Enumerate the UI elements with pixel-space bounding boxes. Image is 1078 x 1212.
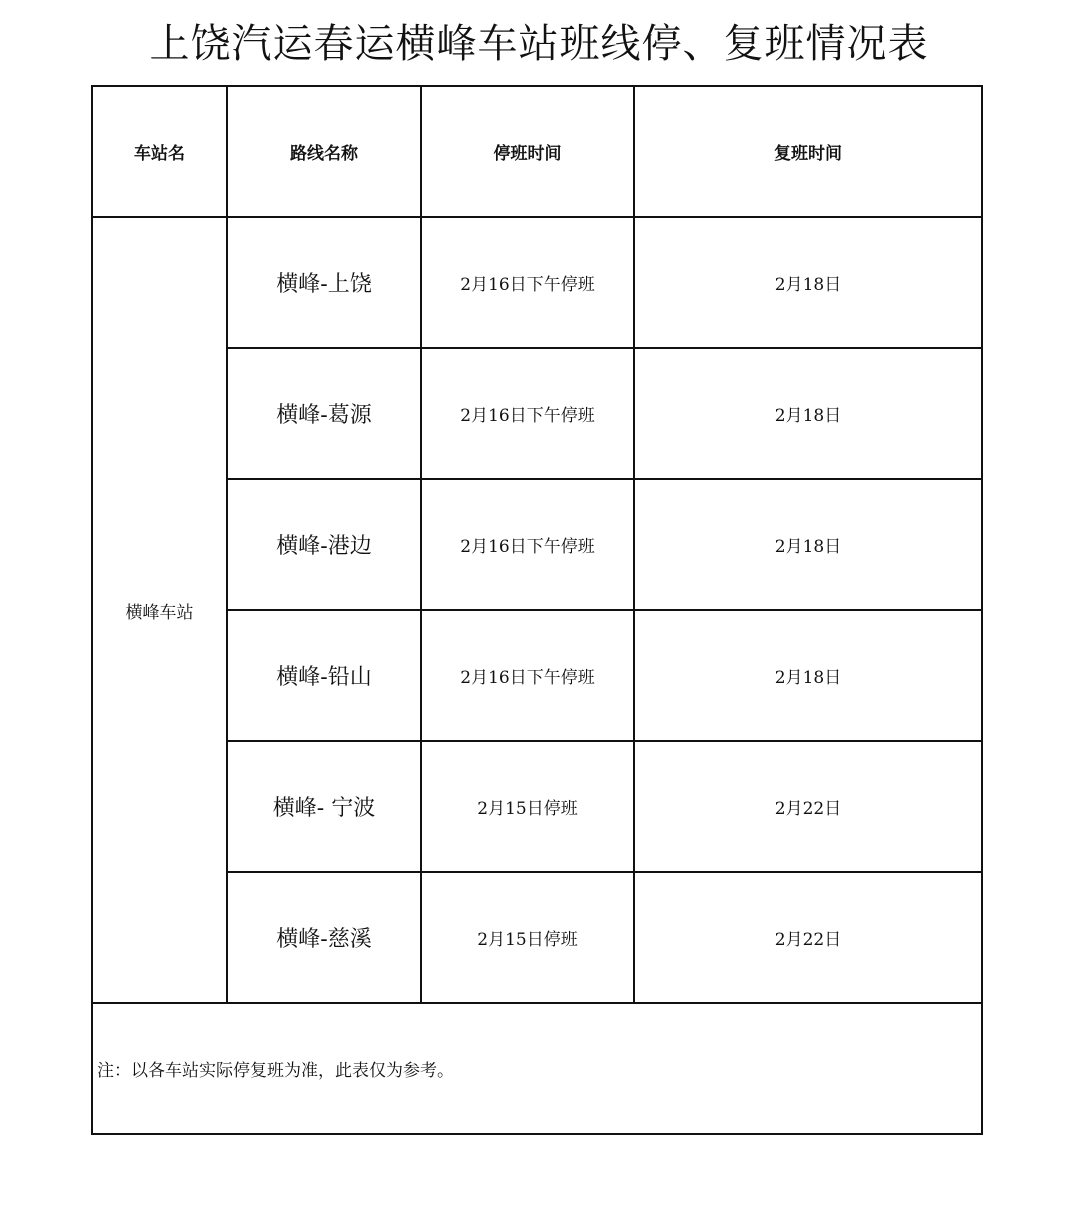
- header-stop-time: 停班时间: [421, 86, 634, 217]
- header-route: 路线名称: [227, 86, 421, 217]
- route-cell: 横峰- 宁波: [227, 741, 421, 872]
- resume-time-cell: 2月18日: [634, 479, 982, 610]
- page-title: 上饶汽运春运横峰车站班线停、复班情况表: [149, 21, 929, 67]
- resume-time-cell: 2月18日: [634, 610, 982, 741]
- resume-time-cell: 2月18日: [634, 217, 982, 348]
- stop-time-cell: 2月15日停班: [421, 741, 634, 872]
- schedule-table: [91, 85, 983, 1135]
- resume-time-cell: 2月22日: [634, 872, 982, 1003]
- stop-time-cell: 2月16日下午停班: [421, 479, 634, 610]
- note-row: [92, 1003, 982, 1134]
- table-header-row: [92, 86, 982, 217]
- route-cell: 横峰-葛源: [227, 348, 421, 479]
- route-cell: 横峰-慈溪: [227, 872, 421, 1003]
- header-resume-time: 复班时间: [634, 86, 982, 217]
- resume-time-cell: 2月18日: [634, 348, 982, 479]
- table-row: [92, 217, 982, 348]
- route-cell: 横峰-上饶: [227, 217, 421, 348]
- resume-time-cell: 2月22日: [634, 741, 982, 872]
- route-cell: 横峰-铅山: [227, 610, 421, 741]
- station-name-cell: 横峰车站: [92, 217, 227, 1003]
- stop-time-cell: 2月16日下午停班: [421, 610, 634, 741]
- stop-time-cell: 2月16日下午停班: [421, 217, 634, 348]
- header-station: 车站名: [92, 86, 227, 217]
- stop-time-cell: 2月16日下午停班: [421, 348, 634, 479]
- stop-time-cell: 2月15日停班: [421, 872, 634, 1003]
- footnote: 注：以各车站实际停复班为准，此表仅为参考。: [92, 1003, 982, 1134]
- route-cell: 横峰-港边: [227, 479, 421, 610]
